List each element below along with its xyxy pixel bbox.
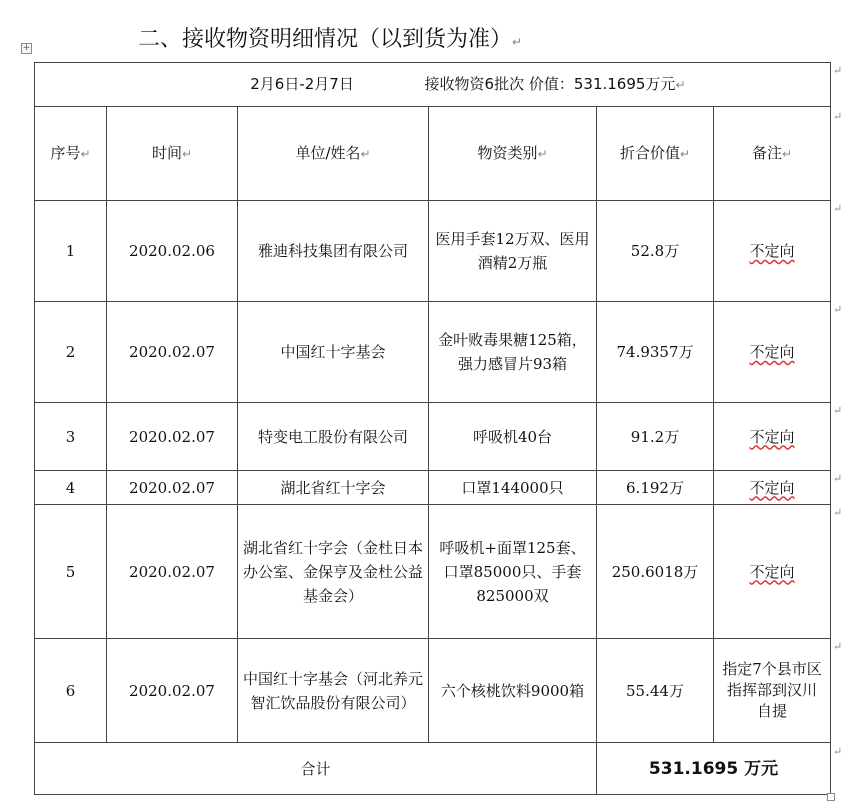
paragraph-mark-icon: ↵ <box>679 147 691 161</box>
cell-index: 5 <box>35 505 107 639</box>
cell-value: 55.44万 <box>597 639 714 743</box>
row-end-mark-icon: ↵ <box>833 64 843 77</box>
cell-category: 医用手套12万双、医用酒精2万瓶 <box>429 201 597 302</box>
cell-index: 4 <box>35 471 107 505</box>
table-row <box>35 302 831 403</box>
cell-category: 呼吸机40台 <box>429 403 597 471</box>
page-title: 二、接收物资明细情况（以到货为准）↵ <box>138 27 523 52</box>
header-value: 折合价值↵ <box>597 107 714 201</box>
summary-cell <box>35 63 831 107</box>
goods-table <box>34 62 831 795</box>
paragraph-mark-icon: ↵ <box>512 35 523 49</box>
total-label: 合计 <box>35 743 597 795</box>
cell-category: 金叶败毒果糖125箱，强力感冒片93箱 <box>429 302 597 403</box>
row-end-mark-icon: ↵ <box>833 404 843 417</box>
cell-time: 2020.02.07 <box>107 302 238 403</box>
table-row <box>35 201 831 302</box>
cell-time: 2020.02.07 <box>107 471 238 505</box>
cell-value: 6.192万 <box>597 471 714 505</box>
row-end-mark-icon: ↵ <box>833 640 843 653</box>
header-row <box>35 107 831 201</box>
cell-note <box>714 403 831 471</box>
cell-category: 六个核桃饮料9000箱 <box>429 639 597 743</box>
row-end-mark-icon: ↵ <box>833 202 843 215</box>
note-text: 不定向 <box>749 242 795 260</box>
cell-note <box>714 471 831 505</box>
cell-note <box>714 302 831 403</box>
paragraph-mark-icon: ↵ <box>181 147 193 161</box>
row-end-mark-icon: ↵ <box>833 110 843 123</box>
table-row <box>35 505 831 639</box>
cell-value: 91.2万 <box>597 403 714 471</box>
summary-description: 接收物资6批次 价值：531.1695万元 <box>424 75 676 93</box>
cell-note <box>714 201 831 302</box>
header-note: 备注↵ <box>714 107 831 201</box>
row-end-mark-icon: ↵ <box>833 745 843 758</box>
cell-unit: 湖北省红十字会 <box>238 471 429 505</box>
cell-value: 250.6018万 <box>597 505 714 639</box>
cell-value: 52.8万 <box>597 201 714 302</box>
summary-date-range: 2月6日-2月7日 <box>250 75 354 93</box>
table-row <box>35 639 831 743</box>
cell-note <box>714 505 831 639</box>
table-row <box>35 471 831 505</box>
total-row <box>35 743 831 795</box>
cell-note: 指定7个县市区指挥部到汉川自提 <box>714 639 831 743</box>
row-end-mark-icon: ↵ <box>833 506 843 519</box>
cell-time: 2020.02.07 <box>107 403 238 471</box>
cell-unit: 雅迪科技集团有限公司 <box>238 201 429 302</box>
row-end-mark-icon: ↵ <box>833 472 843 485</box>
cell-time: 2020.02.07 <box>107 505 238 639</box>
cell-unit: 湖北省红十字会（金杜日本办公室、金保亨及金杜公益基金会） <box>238 505 429 639</box>
paragraph-mark-icon: ↵ <box>782 147 793 161</box>
cell-unit: 特变电工股份有限公司 <box>238 403 429 471</box>
cell-category: 口罩144000只 <box>429 471 597 505</box>
cell-index: 1 <box>35 201 107 302</box>
cell-time: 2020.02.07 <box>107 639 238 743</box>
cell-time: 2020.02.06 <box>107 201 238 302</box>
total-amount: 531.1695 万元 <box>597 743 831 795</box>
header-index: 序号↵ <box>35 107 107 201</box>
paragraph-mark-icon: ↵ <box>360 147 371 161</box>
cell-index: 2 <box>35 302 107 403</box>
cell-value: 74.9357万 <box>597 302 714 403</box>
cell-unit: 中国红十字基会（河北养元智汇饮品股份有限公司） <box>238 639 429 743</box>
summary-row <box>35 63 831 107</box>
row-end-mark-icon: ↵ <box>833 303 843 316</box>
header-category: 物资类别↵ <box>429 107 597 201</box>
cell-index: 3 <box>35 403 107 471</box>
cell-index: 6 <box>35 639 107 743</box>
table-move-handle-icon[interactable]: + <box>22 43 31 53</box>
cell-category: 呼吸机+面罩125套、口罩85000只、手套825000双 <box>429 505 597 639</box>
note-text: 不定向 <box>749 478 795 497</box>
cell-unit: 中国红十字基会 <box>238 302 429 403</box>
note-text: 不定向 <box>749 562 795 581</box>
header-time: 时间↵ <box>107 107 238 201</box>
table-resize-handle-icon[interactable] <box>827 793 835 801</box>
header-unit: 单位/姓名↵ <box>238 107 429 201</box>
paragraph-mark-icon: ↵ <box>80 147 91 161</box>
table-row <box>35 403 831 471</box>
paragraph-mark-icon: ↵ <box>675 78 686 92</box>
note-text: 不定向 <box>749 343 795 361</box>
note-text: 不定向 <box>749 427 795 446</box>
paragraph-mark-icon: ↵ <box>537 147 548 161</box>
